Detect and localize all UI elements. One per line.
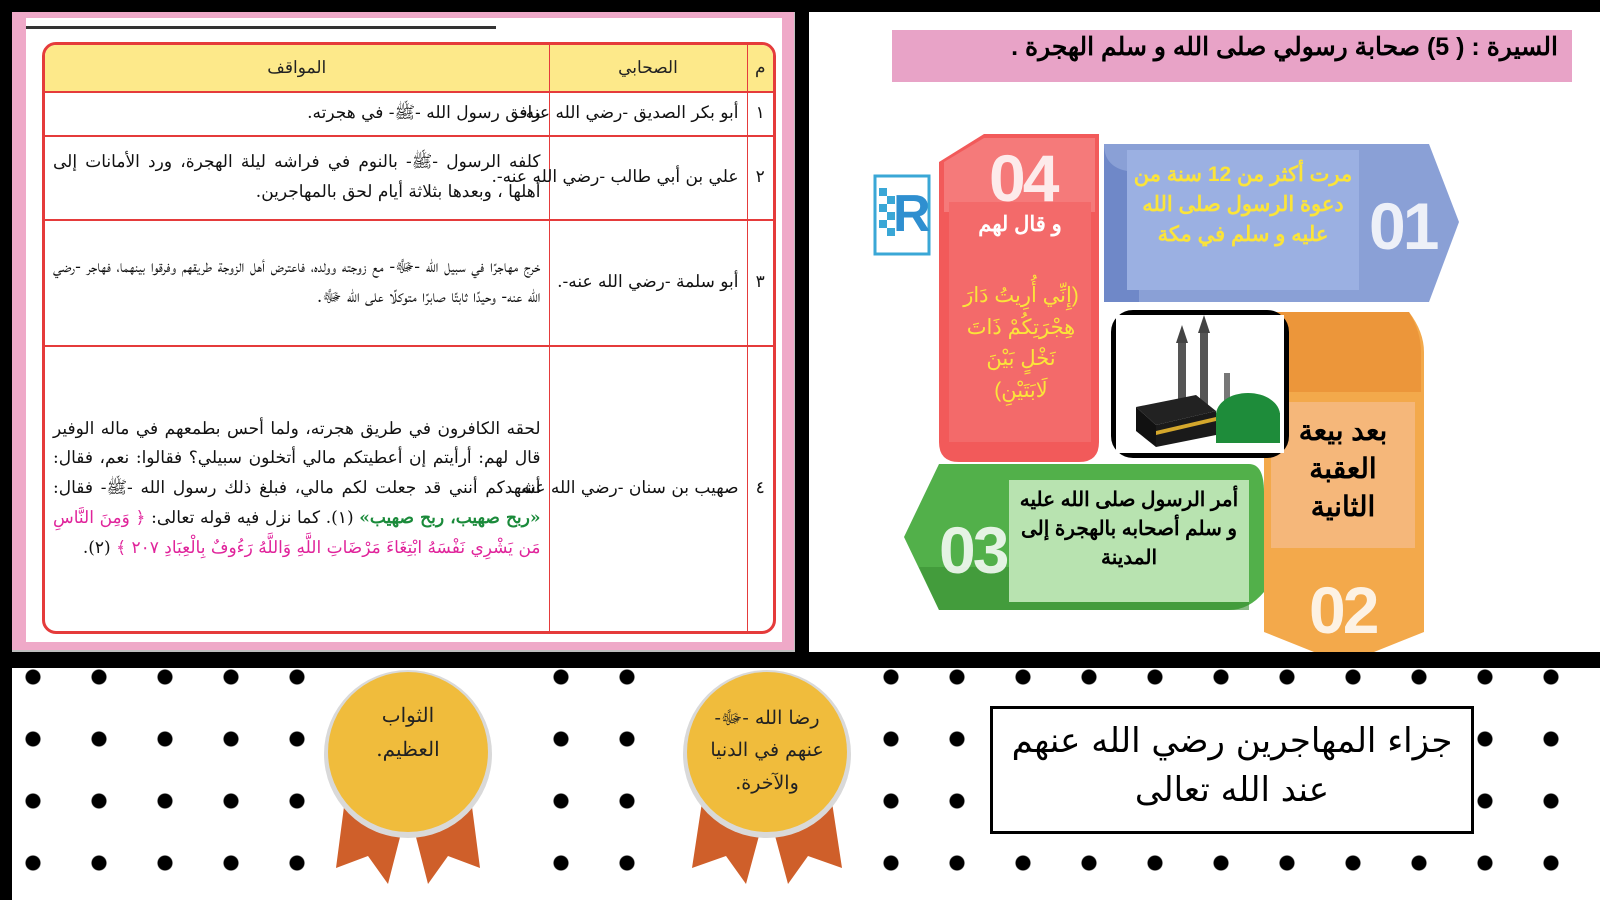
- award-badge-icon: [662, 668, 872, 896]
- row-mawaqif: خرج مهاجرًا في سبيل الله -ﷻ- مع زوجته وولده، فاعترض أهل الزوجة طريقهم وفرقوا بينهما، فهاجر -رضي الله عنه- وحيدًا ثابتًا صابرًا متوكلًا على الله ﷻ.: [45, 220, 549, 346]
- logo-letter: R: [893, 185, 931, 243]
- mawaqif-text: (١). كما نزل فيه قوله تعالى:: [151, 507, 354, 528]
- table-row: [45, 220, 773, 346]
- hijra-infographic: [809, 12, 1600, 652]
- companions-table: [42, 42, 776, 634]
- table-panel: [12, 12, 795, 652]
- step-04-hadith: (إِنِّي أُرِيتُ دَارَ هِجْرَتِكُمْ ذَاتَ نَخْلٍ بَيْنَ لَابَتَيْنِ): [963, 284, 1079, 402]
- step-03-number: 03: [939, 513, 1007, 587]
- row-num: ٢: [747, 136, 773, 220]
- kaaba-image: [1111, 310, 1289, 458]
- kaaba-mosque-icon: [1116, 315, 1284, 453]
- hadith-quote: «ربح صهيب، ربح صهيب»: [359, 507, 541, 528]
- step-01-number: 01: [1369, 189, 1437, 263]
- table-row: [45, 136, 773, 220]
- step-01-text: مرت أكثر من 12 سنة من دعوة الرسول صلى الله عليه و سلم في مكة: [1133, 163, 1353, 246]
- reward-heading: جزاء المهاجرين رضي الله عنهم عند الله تعالى: [990, 706, 1474, 834]
- table-header-row: [45, 45, 773, 92]
- step-03-text: أمر الرسول صلى الله عليه و سلم أصحابه بالهجرة إلى المدينة: [1019, 489, 1239, 569]
- table-row: [45, 92, 773, 136]
- step-04-intro: و قال لهم: [978, 213, 1062, 236]
- step-02-text: بعد بيعة العقبة الثانية: [1298, 415, 1388, 522]
- step-04-number: 04: [989, 141, 1057, 215]
- step-02-number: 02: [1309, 573, 1377, 647]
- award-badge-icon: [308, 668, 508, 896]
- header-mawaqif: المواقف: [45, 45, 549, 92]
- quran-verse: ﴿ وَمِنَ النَّاسِ مَن يَشْرِي نَفْسَهُ ابْتِغَاءَ مَرْضَاتِ اللَّهِ وَاللَّهُ رَءُوفٌ بِالْعِبَادِ ٢٠٧ ﴾: [53, 507, 541, 558]
- table-row: [45, 346, 773, 631]
- row-num: ٤: [747, 346, 773, 631]
- row-mawaqif: رافق رسول الله -ﷺ- في هجرته.: [45, 92, 549, 136]
- header-sahabi: الصحابي: [549, 45, 747, 92]
- row-sahabi: أبو سلمة -رضي الله عنه-.: [549, 220, 747, 346]
- row-sahabi: علي بن أبي طالب -رضي الله عنه-.: [549, 136, 747, 220]
- badge-left-text: الثواب العظيم.: [376, 703, 440, 761]
- header-num: م: [747, 45, 773, 92]
- row-mawaqif: كلفه الرسول -ﷺ- بالنوم في فراشه ليلة الهجرة، ورد الأمانات إلى أهلها ، وبعدها بثلاثة أيام لحق بالمهاجرين.: [45, 136, 549, 220]
- row-num: ١: [747, 92, 773, 136]
- row-sahabi: صهيب بن سنان -رضي الله عنه-.: [549, 346, 747, 631]
- reward-panel: [12, 668, 1600, 900]
- row-mawaqif: [45, 346, 549, 631]
- row-num: ٣: [747, 220, 773, 346]
- row-sahabi: أبو بكر الصديق -رضي الله عنه-.: [549, 92, 747, 136]
- top-rule: [26, 26, 496, 29]
- mawaqif-text: لحقه الكافرون في طريق هجرته، ولما أحس بطمعهم في ماله الوفير قال لهم: أرأيتم إن أعطيتكم مالي أتخلون سبيلي؟ فقالوا: نعم، فقال: أشهدكم أنني قد جعلت لكم مالي، فبلغ ذلك رسول الله -ﷺ- فقال:: [53, 418, 541, 499]
- lesson-title: السيرة : ( 5) صحابة رسولي صلى الله و سلم الهجرة .: [892, 30, 1572, 82]
- badge-right-text: رضا الله -ﷻ- عنهم في الدنيا والآخرة.: [710, 707, 824, 794]
- mawaqif-text: (٢).: [82, 537, 111, 558]
